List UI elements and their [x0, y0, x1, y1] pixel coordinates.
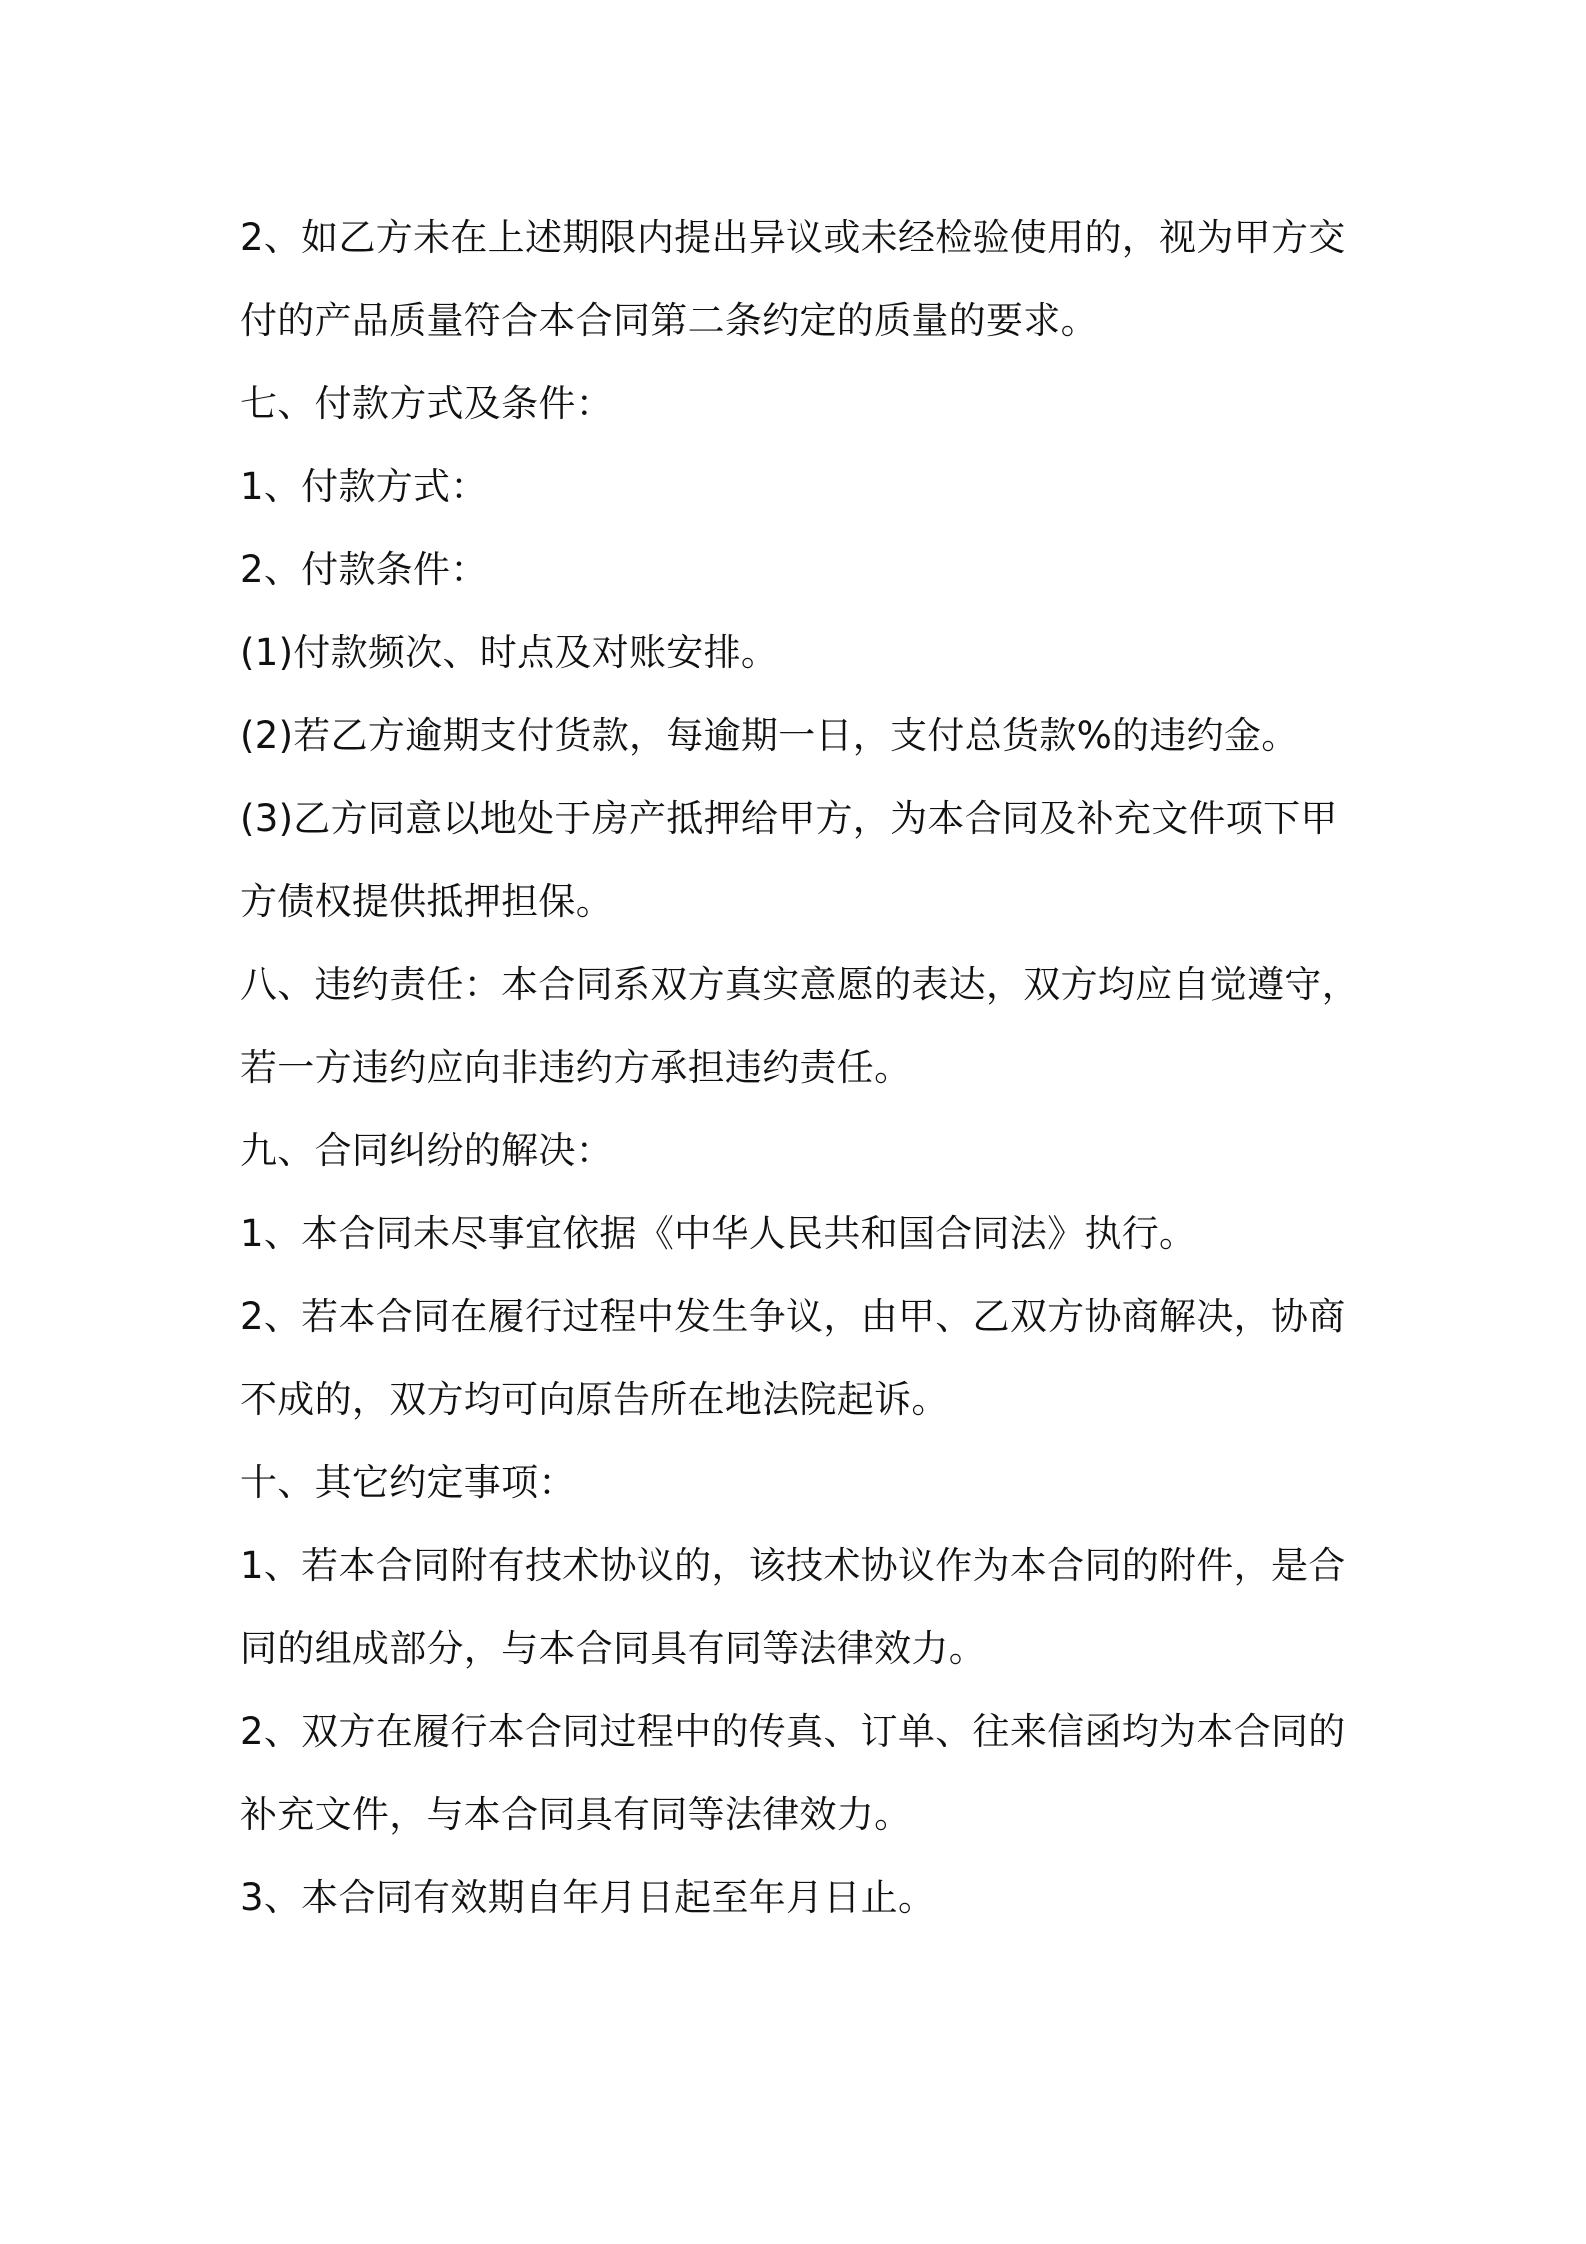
- text-line: 付的产品质量符合本合同第二条约定的质量的要求。: [240, 299, 1098, 342]
- text-line: 1、付款方式：: [240, 465, 488, 508]
- text-line: 2、若本合同在履行过程中发生争议，由甲、乙双方协商解决，协商: [240, 1295, 1346, 1338]
- section-heading: 九、合同纠纷的解决：: [240, 1129, 613, 1172]
- text-line: 1、本合同未尽事宜依据《中华人民共和国合同法》执行。: [240, 1212, 1197, 1255]
- document-body: [240, 196, 1360, 1939]
- section-heading: 七、付款方式及条件：: [240, 382, 613, 425]
- text-line: 2、付款条件：: [240, 548, 488, 591]
- text-line: 3、本合同有效期自年月日起至年月日止。: [240, 1876, 936, 1919]
- text-line: 补充文件，与本合同具有同等法律效力。: [240, 1793, 912, 1836]
- section-heading: 八、违约责任：本合同系双方真实意愿的表达，双方均应自觉遵守，: [240, 963, 1359, 1006]
- text-line: 若一方违约应向非违约方承担违约责任。: [240, 1046, 912, 1089]
- text-line: (3)乙方同意以地处于房产抵押给甲方，为本合同及补充文件项下甲: [240, 797, 1338, 840]
- text-line: 2、双方在履行本合同过程中的传真、订单、往来信函均为本合同的: [240, 1710, 1346, 1753]
- text-line: (1)付款频次、时点及对账安排。: [240, 631, 779, 674]
- text-line: (2)若乙方逾期支付货款，每逾期一日，支付总货款%的违约金。: [240, 714, 1299, 757]
- text-line: 1、若本合同附有技术协议的，该技术协议作为本合同的附件，是合: [240, 1544, 1346, 1587]
- text-line: 同的组成部分，与本合同具有同等法律效力。: [240, 1627, 986, 1670]
- text-line: 2、如乙方未在上述期限内提出异议或未经检验使用的，视为甲方交: [240, 216, 1346, 259]
- text-line: 方债权提供抵押担保。: [240, 880, 613, 923]
- text-line: 不成的，双方均可向原告所在地法院起诉。: [240, 1378, 949, 1421]
- section-heading: 十、其它约定事项：: [240, 1461, 576, 1504]
